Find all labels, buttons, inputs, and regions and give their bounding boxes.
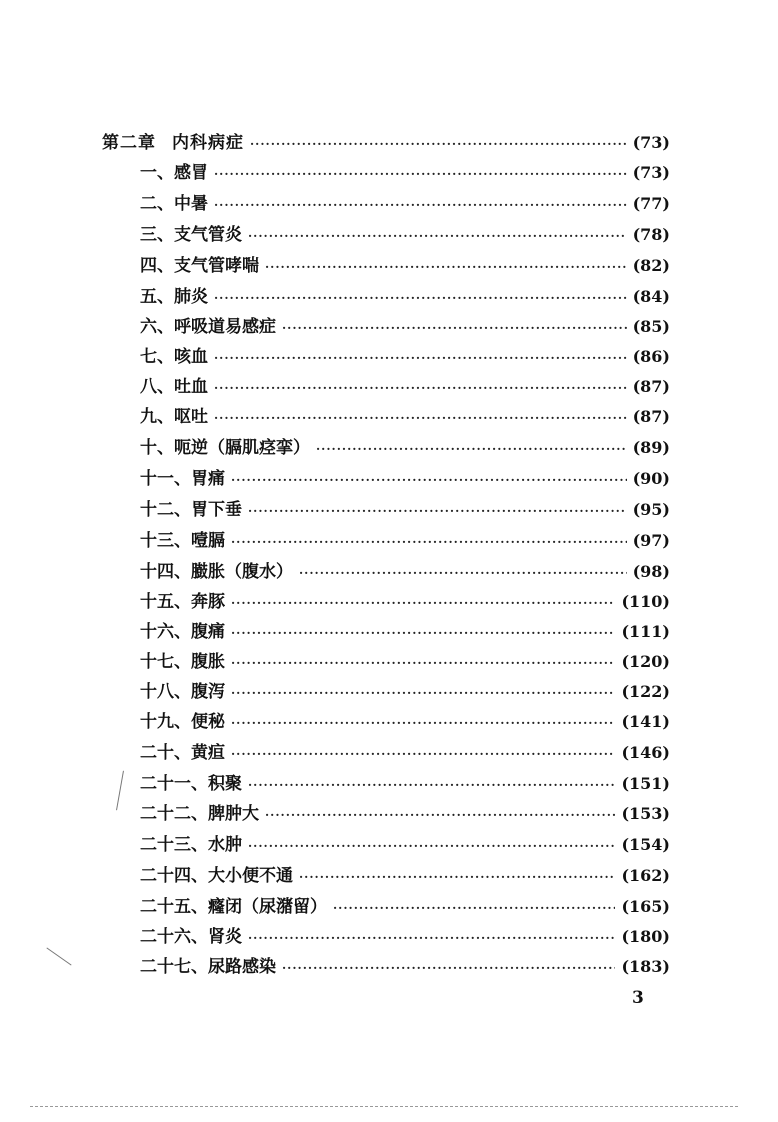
toc-entry-page: (95)	[632, 500, 670, 519]
dot-leader	[250, 133, 627, 155]
dot-leader	[214, 407, 627, 429]
chapter-page: (73)	[632, 133, 670, 152]
dot-leader	[299, 866, 615, 888]
toc-entry-title: 二十五、癃闭（尿潴留）	[140, 897, 327, 917]
toc-entry-page: (111)	[621, 622, 670, 641]
toc-entry-page: (87)	[632, 407, 670, 426]
toc-entry	[140, 561, 670, 584]
toc-entry	[140, 224, 670, 247]
toc-entry-title: 二十一、积聚	[140, 774, 242, 794]
chapter-label: 第二章	[102, 133, 156, 153]
dot-leader	[214, 194, 627, 216]
toc-entry	[140, 255, 670, 278]
toc-entry-title: 十三、噎膈	[140, 531, 225, 551]
dot-leader	[248, 225, 627, 247]
dot-leader	[333, 897, 615, 919]
dot-leader	[282, 317, 627, 339]
toc-entry-page: (120)	[621, 652, 670, 671]
toc-entry-title: 三、支气管炎	[140, 225, 242, 245]
toc-entry	[140, 651, 670, 674]
toc-entry-title: 二十六、肾炎	[140, 927, 242, 947]
dot-leader	[214, 347, 627, 369]
toc-entry-page: (97)	[632, 531, 670, 550]
toc-entry	[140, 406, 670, 429]
toc-entry	[140, 193, 670, 216]
toc-entry-title: 二十二、脾肿大	[140, 804, 259, 824]
toc-entry-title: 十五、奔豚	[140, 592, 225, 612]
toc-entry-title: 六、呼吸道易感症	[140, 317, 276, 337]
toc-entry-title: 十七、腹胀	[140, 652, 225, 672]
toc-chapter	[102, 132, 670, 155]
toc-entry	[140, 834, 670, 857]
toc-entry-page: (98)	[632, 562, 670, 581]
toc-entry	[140, 316, 670, 339]
toc-entry-page: (162)	[621, 866, 670, 885]
dot-leader	[214, 163, 627, 185]
dot-leader	[316, 438, 627, 460]
toc-entry-page: (183)	[621, 957, 670, 976]
toc-entry	[140, 681, 670, 704]
toc-entry-title: 十一、胃痛	[140, 469, 225, 489]
toc-entry-page: (90)	[632, 469, 670, 488]
toc-entry-title: 十九、便秘	[140, 712, 225, 732]
toc-entry-page: (84)	[632, 287, 670, 306]
toc-entry-title: 十四、臌胀（腹水）	[140, 562, 293, 582]
toc-entry-page: (122)	[621, 682, 670, 701]
dot-leader	[265, 256, 627, 278]
toc-entry-page: (154)	[621, 835, 670, 854]
toc-entry	[140, 468, 670, 491]
toc-entry	[140, 530, 670, 553]
dot-leader	[231, 469, 627, 491]
dot-leader	[214, 287, 627, 309]
toc-entry-page: (110)	[621, 592, 670, 611]
toc-entry-title: 九、呕吐	[140, 407, 208, 427]
toc-entry-title: 五、肺炎	[140, 287, 208, 307]
toc-entry-page: (78)	[632, 225, 670, 244]
toc-entry	[140, 499, 670, 522]
toc-entry-title: 四、支气管哮喘	[140, 256, 259, 276]
dot-leader	[231, 652, 615, 674]
toc-entry-page: (86)	[632, 347, 670, 366]
toc-entry	[140, 896, 670, 919]
toc-entry-title: 七、咳血	[140, 347, 208, 367]
toc-entry-title: 二十四、大小便不通	[140, 866, 293, 886]
chapter-heading	[102, 132, 244, 154]
toc-entry	[140, 773, 670, 796]
dot-leader	[231, 592, 615, 614]
toc-entry-page: (87)	[632, 377, 670, 396]
toc-entry-page: (89)	[632, 438, 670, 457]
toc-entry-title: 二十七、尿路感染	[140, 957, 276, 977]
toc-entry-title: 十八、腹泻	[140, 682, 225, 702]
dot-leader	[299, 562, 627, 584]
toc-entry-title: 二、中暑	[140, 194, 208, 214]
dot-leader	[248, 927, 615, 949]
chapter-title: 内科病症	[172, 133, 244, 153]
toc-entry-page: (165)	[621, 897, 670, 916]
toc-entry-page: (180)	[621, 927, 670, 946]
toc-entry	[140, 621, 670, 644]
toc-entry-title: 八、吐血	[140, 377, 208, 397]
dot-leader	[248, 835, 615, 857]
toc-entry	[140, 711, 670, 734]
dot-leader	[231, 682, 615, 704]
toc-entry	[140, 286, 670, 309]
toc-entry	[140, 865, 670, 888]
toc-entry-page: (141)	[621, 712, 670, 731]
scan-artifact-mark	[116, 771, 124, 811]
dot-leader	[214, 377, 627, 399]
toc-entry-page: (73)	[632, 163, 670, 182]
dot-leader	[231, 531, 627, 553]
toc-entry-title: 二十三、水肿	[140, 835, 242, 855]
toc-entry	[140, 437, 670, 460]
toc-entry-title: 十、呃逆（膈肌痉挛）	[140, 438, 310, 458]
toc-entry	[140, 162, 670, 185]
toc-entry	[140, 956, 670, 979]
toc-entry-title: 十二、胃下垂	[140, 500, 242, 520]
toc-entry-page: (151)	[621, 774, 670, 793]
toc-entry	[140, 591, 670, 614]
scan-artifact-line	[30, 1106, 738, 1107]
toc-entry-title: 十六、腹痛	[140, 622, 225, 642]
dot-leader	[231, 622, 615, 644]
toc-entry-page: (85)	[632, 317, 670, 336]
dot-leader	[248, 774, 615, 796]
toc-entry	[140, 926, 670, 949]
dot-leader	[231, 743, 615, 765]
dot-leader	[231, 712, 615, 734]
toc-entry	[140, 376, 670, 399]
toc-entry	[140, 346, 670, 369]
toc-entry	[140, 742, 670, 765]
toc-entry-page: (153)	[621, 804, 670, 823]
toc-entry-title: 二十、黄疸	[140, 743, 225, 763]
dot-leader	[282, 957, 615, 979]
dot-leader	[265, 804, 615, 826]
scan-artifact-mark	[46, 947, 71, 965]
toc-entry	[140, 803, 670, 826]
dot-leader	[248, 500, 627, 522]
toc-entry-page: (146)	[621, 743, 670, 762]
toc-entry-title: 一、感冒	[140, 163, 208, 183]
toc-entry-page: (77)	[632, 194, 670, 213]
toc-entry-page: (82)	[632, 256, 670, 275]
page-number: 3	[632, 988, 644, 1008]
